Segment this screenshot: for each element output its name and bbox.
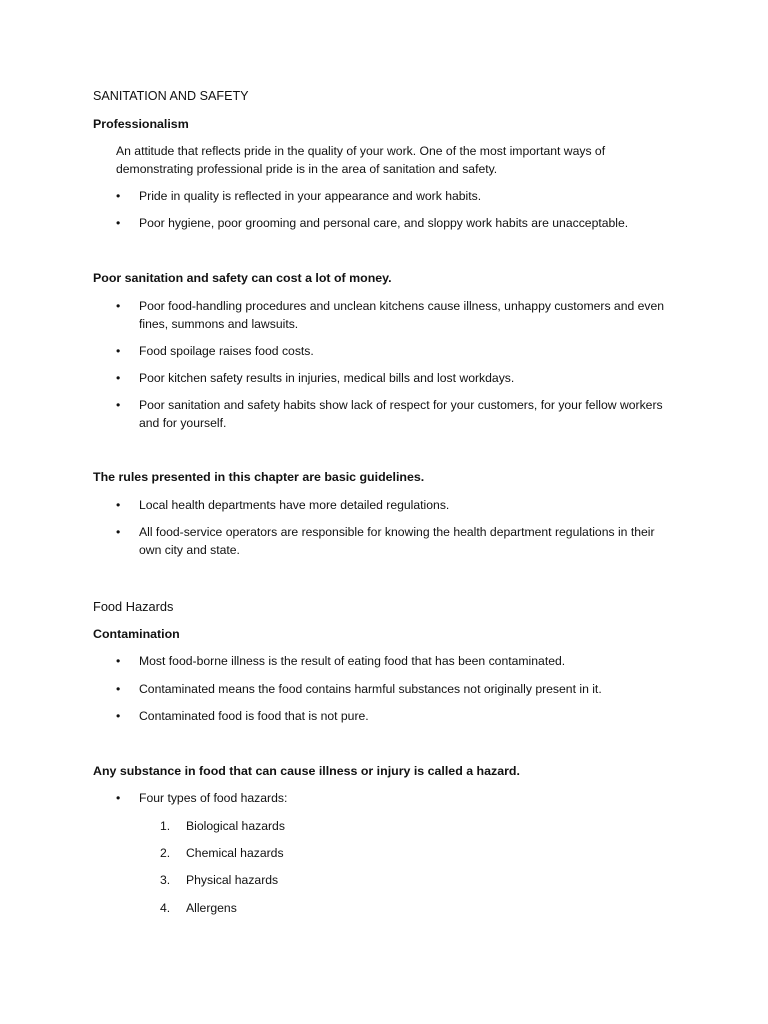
- document-title: SANITATION AND SAFETY: [93, 89, 249, 103]
- bullet-icon: •: [116, 498, 121, 512]
- item-number: 2.: [160, 846, 171, 860]
- bullet-icon: •: [116, 216, 121, 230]
- bullet-icon: •: [116, 525, 121, 539]
- section-heading-cost: Poor sanitation and safety can cost a lot of money.: [93, 271, 392, 285]
- bullet-icon: •: [116, 398, 121, 412]
- list-item-text: Poor sanitation and safety habits show lack of respect for your customers, for your fellow workers and for yourself.: [139, 398, 663, 430]
- list-item-text: Contaminated food is food that is not pure.: [139, 709, 369, 723]
- item-text: Chemical hazards: [186, 846, 284, 860]
- bullet-icon: •: [116, 654, 121, 668]
- list-item-text: Four types of food hazards:: [139, 791, 288, 805]
- list-item-text: Pride in quality is reflected in your appearance and work habits.: [139, 189, 482, 203]
- bullet-icon: •: [116, 344, 121, 358]
- list-item-text: Poor kitchen safety results in injuries, medical bills and lost workdays.: [139, 371, 515, 385]
- section-heading-professionalism: Professionalism: [93, 117, 189, 131]
- item-number: 1.: [160, 819, 171, 833]
- professionalism-intro: An attitude that reflects pride in the quality of your work. One of the most important ways of demonstrating professional pride is in the area of sanitation and safety.: [116, 144, 606, 176]
- list-item-text: All food-service operators are responsible for knowing the health department regulations in their own city and state.: [139, 525, 655, 557]
- item-text: Biological hazards: [186, 819, 285, 833]
- section-heading-hazard-definition: Any substance in food that can cause illness or injury is called a hazard.: [93, 764, 520, 778]
- subsection-heading-contamination: Contamination: [93, 627, 180, 641]
- bullet-icon: •: [116, 682, 121, 696]
- bullet-icon: •: [116, 709, 121, 723]
- list-item-text: Food spoilage raises food costs.: [139, 344, 314, 358]
- bullet-icon: •: [116, 371, 121, 385]
- bullet-icon: •: [116, 189, 121, 203]
- item-number: 4.: [160, 901, 171, 915]
- list-item-text: Local health departments have more detailed regulations.: [139, 498, 450, 512]
- bullet-icon: •: [116, 299, 121, 313]
- item-number: 3.: [160, 873, 171, 887]
- bullet-icon: •: [116, 791, 121, 805]
- item-text: Allergens: [186, 901, 237, 915]
- list-item-text: Poor hygiene, poor grooming and personal care, and sloppy work habits are unacceptable.: [139, 216, 629, 230]
- section-heading-rules: The rules presented in this chapter are basic guidelines.: [93, 470, 425, 484]
- section-heading-food-hazards: Food Hazards: [93, 599, 174, 614]
- list-item-text: Contaminated means the food contains harmful substances not originally present in it.: [139, 682, 602, 696]
- list-item-text: Most food-borne illness is the result of eating food that has been contaminated.: [139, 654, 566, 668]
- item-text: Physical hazards: [186, 873, 279, 887]
- list-item-text: Poor food-handling procedures and unclean kitchens cause illness, unhappy customers and even fines, summons and lawsuits.: [139, 299, 665, 331]
